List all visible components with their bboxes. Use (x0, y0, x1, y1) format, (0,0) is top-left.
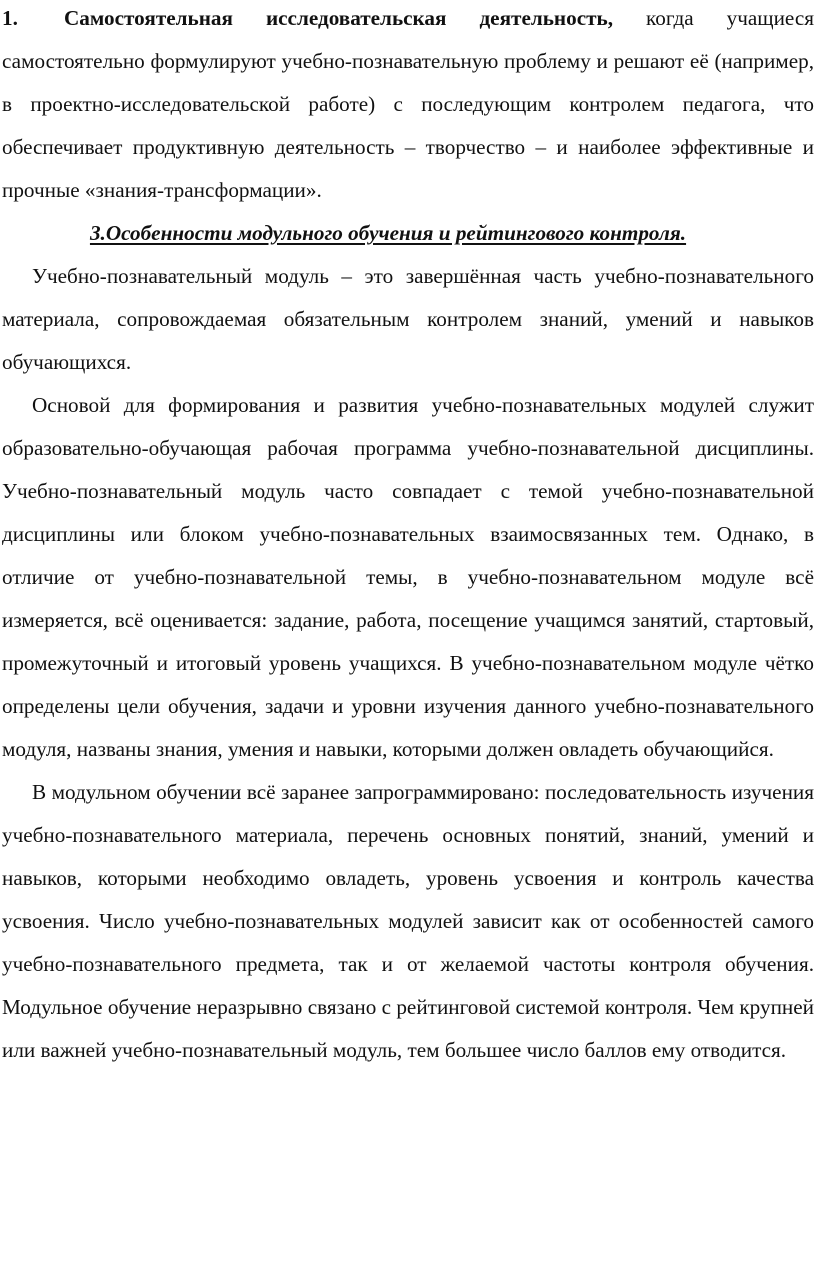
list-item-term: Самостоятельная исследовательская деятельность, (64, 6, 614, 30)
paragraph-modular-learning: В модульном обучении всё заранее запрограммировано: последовательность изучения учебно-познавательного материала, перечень основных понятий, знаний, умений и навыков, которыми необходимо овладеть, уровень усвоения и контроль качества усвоения. Число учебно-познавательных модулей зависит как от особенностей самого учебно-познавательного предмета, так и от желаемой частоты контроля обучения. Модульное обучение неразрывно связано с рейтинговой системой контроля. Чем крупней или важней учебно-познавательный модуль, тем большее число баллов ему отводится. (2, 780, 814, 1062)
list-item-text: когда учащиеся самостоятельно формулируют учебно-познавательную проблему и решают её (например, в проектно-исследовательской работе) с последующим контролем педагога, что обеспечивает продуктивную деятельность – творчество – и наиболее эффективные и прочные «знания-трансформации». (2, 6, 814, 202)
list-item-number: 1. (2, 6, 18, 30)
document-page (2, 0, 814, 1072)
section-heading: 3.Особенности модульного обучения и рейтингового контроля. (89, 221, 687, 245)
paragraph-module-definition: Учебно-познавательный модуль – это завершённая часть учебно-познавательного материала, сопровождаемая обязательным контролем знаний, умений и навыков обучающихся. (2, 264, 814, 374)
list-item-1 (2, 0, 814, 212)
paragraph-module-basis: Основой для формирования и развития учебно-познавательных модулей служит образовательно-обучающая рабочая программа учебно-познавательной дисциплины. Учебно-познавательный модуль часто совпадает с темой учебно-познавательной дисциплины или блоком учебно-познавательных взаимосвязанных тем. Однако, в отличие от учебно-познавательной темы, в учебно-познавательном модуле всё измеряется, всё оценивается: задание, работа, посещение учащимся занятий, стартовый, промежуточный и итоговый уровень учащихся. В учебно-познавательном модуле чётко определены цели обучения, задачи и уровни изучения данного учебно-познавательного модуля, названы знания, умения и навыки, которыми должен овладеть обучающийся. (2, 393, 814, 761)
